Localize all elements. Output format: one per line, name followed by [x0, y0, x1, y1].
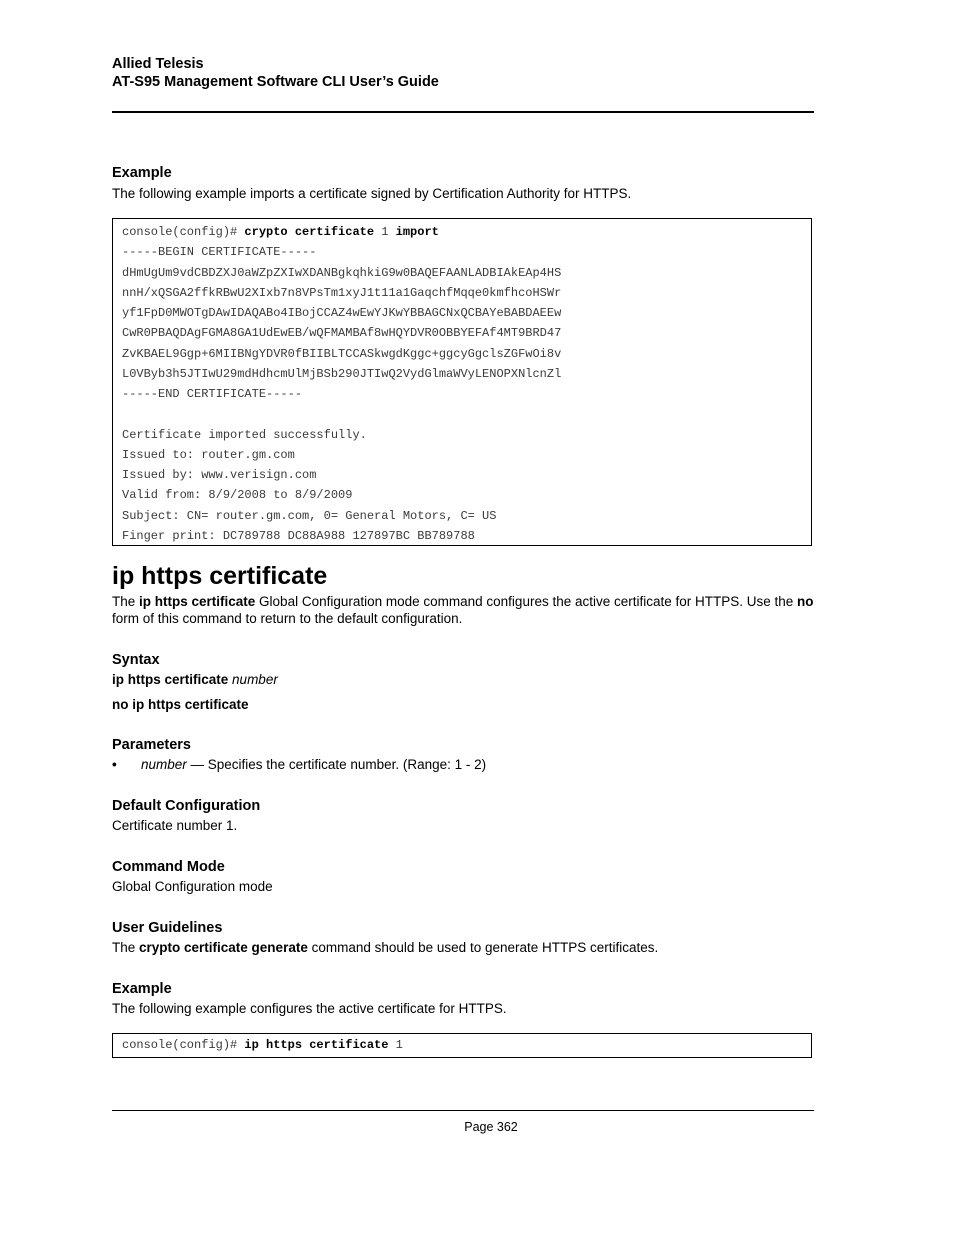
command-mode-section	[112, 858, 814, 895]
syntax-section	[112, 651, 814, 713]
code-line: nnH/xQSGA2ffkRBwU2XIxb7n8VPsTm1xyJ1t11a1GaqchfMqqe0kmfhcoHSWr	[122, 285, 562, 300]
code-line	[122, 404, 802, 424]
syntax-heading: Syntax	[112, 652, 160, 668]
intro-no-keyword: no	[797, 594, 814, 609]
example-import-section	[112, 164, 814, 202]
code-line: -----END CERTIFICATE-----	[122, 387, 303, 401]
code-line: Finger print: DC789788 DC88A988 127897BC BB789788	[122, 528, 475, 543]
example-heading: Example	[112, 981, 172, 997]
intro-text: form of this command to return to the default configuration.	[112, 611, 463, 626]
parameter-name: number	[141, 757, 187, 772]
code-command-line	[122, 222, 802, 242]
intro-text: Global Configuration mode command configures the active certificate for HTTPS. Use the	[255, 594, 798, 609]
footer-rule	[112, 1110, 814, 1111]
user-guidelines-section	[112, 919, 814, 956]
guideline-text: command should be used to generate HTTPS certificates.	[307, 940, 659, 955]
intro-command: ip https certificate	[139, 594, 256, 609]
syntax-line-no	[112, 696, 814, 713]
code-line: -----BEGIN CERTIFICATE-----	[122, 245, 317, 260]
parameter-description: — Specifies the certificate number. (Range: 1 - 2)	[186, 757, 487, 772]
code-line: ZvKBAEL9Ggp+6MIIBNgYDVR0fBIIBLTCCASkwgdKggc+ggcyGgclsZGFwOi8v	[122, 346, 562, 361]
user-guidelines-text	[112, 939, 814, 956]
page-header	[112, 55, 439, 91]
cli-prompt: console(config)#	[122, 225, 238, 239]
cli-argument: 1	[395, 1038, 403, 1052]
syntax-line	[112, 671, 814, 688]
cli-prompt: console(config)#	[122, 1038, 238, 1052]
example-description: The following example imports a certificate signed by Certification Authority for HTTPS.	[112, 186, 632, 201]
example-heading: Example	[112, 165, 172, 181]
code-line: dHmUgUm9vdCBDZXJ0aWZpZXIwXDANBgkqhkiG9w0BAQEFAANLADBIAkEAp4HS	[122, 265, 562, 280]
page-number: Page 362	[464, 1120, 518, 1134]
parameter-item	[112, 756, 814, 773]
cli-command: ip https certificate	[244, 1038, 389, 1052]
code-line: Issued to: router.gm.com	[122, 447, 295, 462]
default-config-text: Certificate number 1.	[112, 818, 238, 833]
cli-argument: 1	[381, 225, 389, 239]
guideline-text: The	[112, 940, 140, 955]
header-rule	[112, 111, 814, 113]
guideline-command: crypto certificate generate	[139, 940, 308, 955]
syntax-command: ip https certificate	[112, 672, 229, 687]
command-mode-text: Global Configuration mode	[112, 879, 273, 894]
command-mode-heading: Command Mode	[112, 859, 225, 875]
code-line: Valid from: 8/9/2008 to 8/9/2009	[122, 488, 353, 503]
code-block-import	[112, 218, 812, 546]
user-guidelines-heading: User Guidelines	[112, 920, 223, 936]
code-block-config	[112, 1033, 812, 1058]
default-config-section	[112, 797, 814, 834]
bullet-icon: •	[112, 757, 117, 772]
code-line: Certificate imported successfully.	[122, 427, 367, 442]
syntax-no-command: no ip https certificate	[112, 697, 249, 712]
cli-command: crypto certificate	[244, 225, 375, 239]
command-section	[112, 561, 814, 627]
company-name: Allied Telesis	[112, 56, 204, 72]
default-config-heading: Default Configuration	[112, 798, 261, 814]
example-config-section	[112, 980, 814, 1017]
code-line: yf1FpD0MWOTgDAwIDAQABo4IBojCCAZ4wEwYJKwYBBAGCNxQCBAYeBABDAEEw	[122, 306, 562, 320]
parameters-heading: Parameters	[112, 737, 191, 753]
cli-command-import: import	[395, 225, 439, 239]
code-line: Issued by: www.verisign.com	[122, 468, 317, 482]
syntax-parameter: number	[232, 672, 278, 687]
code-line: Subject: CN= router.gm.com, 0= General Motors, C= US	[122, 508, 497, 523]
section-title: ip https certificate	[112, 562, 328, 590]
section-intro	[112, 593, 814, 627]
example-description: The following example configures the active certificate for HTTPS.	[112, 1001, 507, 1016]
guide-title: AT-S95 Management Software CLI User’s Guide	[112, 74, 439, 90]
code-command-line	[122, 1035, 802, 1055]
intro-text: The	[112, 594, 140, 609]
code-line: L0VByb3h5JTIwU29mdHdhcmUlMjBSb290JTIwQ2VydGlmaWVyLENOPXNlcnZl	[122, 366, 562, 381]
parameters-section	[112, 736, 814, 773]
code-line: CwR0PBAQDAgFGMA8GA1UdEwEB/wQFMAMBAf8wHQYDVR0OBBYEFAf4MT9BRD47	[122, 326, 562, 341]
